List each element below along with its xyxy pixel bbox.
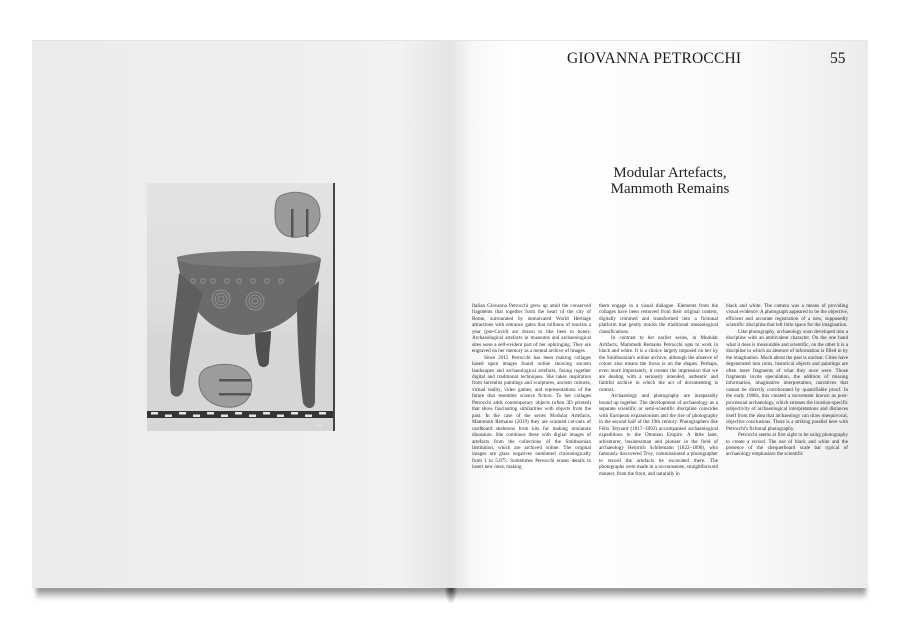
- spine-shadow: [444, 586, 458, 604]
- cutout-top-icon: [275, 192, 320, 237]
- running-head: GIOVANNA PETROCCHI: [567, 50, 742, 67]
- left-page: [32, 40, 450, 588]
- article-title: [550, 165, 790, 197]
- paragraph: them engage in a visual dialogue. Elements from the collages have been removed from their original context, digitally trimmed and transformed into a fictional platform that gently mocks the traditional museological classifications.: [599, 303, 718, 335]
- paragraph: Like photography, archaeology soon developed into a discipline with an ambivalent character. On the one hand what it does is measurable and scientific, on the other it is a discipline in which an absence of information is filled in by the imagination. Much about the past is unclear. Cities have degenerated into ruins, historical objects and paintings are often mere fragments of what they once were. Those fragments invite speculation, the addition of missing information, imaginative interpretation, narratives that cannot be directly corroborated by quantifiable proof. In the early 1980s, this created a movement known as post-processual archaeology, which stresses the location-specific subjectivity of archaeological interpretations and distances itself from the idea that archaeology can draw unequivocal, objective conclusions. There is a striking parallel here with Petrocchi's fictional photography.: [726, 328, 848, 432]
- body-column-3: [726, 303, 848, 458]
- artefact-photo-graphic: [147, 183, 333, 431]
- paragraph: black and white. The camera was a means of providing visual evidence. A photograph appeared to be the objective, efficient and accurate registration of a new, supposedly scientific discipline that left little space for the imagination.: [726, 303, 848, 329]
- right-page: [450, 40, 868, 588]
- paragraph: Petrocchi seems at first sight to be using photography to create a record. The use of black and white and the presence of the chequerboard scale bar typical of archaeology emphasizes the scientific: [726, 432, 848, 458]
- article-title-line-1: Modular Artefacts,: [613, 165, 727, 181]
- body-column-1: [472, 303, 591, 471]
- paragraph: Archaeology and photography are inseparably bound up together. The development of archaeology as a separate scientific or semi-scientific discipline coincides with European expansionism and the rise of photography in the second half of the 19th century. Photographers like Félix Teynard (1817–1892) accompanied archaeological expeditions to the Ottoman Empire. A little later, adventurer, businessman and pioneer in the field of archaeology Heinrich Schliemann (1822–1890), who famously discovered Troy, commissioned a photographer to record the artefacts he excavated there. The photographs were made in a no-nonsense, straightforward manner, from the front, and naturally in: [599, 393, 718, 477]
- artefact-photo: [147, 183, 335, 431]
- photo-corner-label: 57: [317, 423, 322, 428]
- paragraph: Italian Giovanna Petrocchi grew up amid the conserved fragments that together form the heart of the city of Rome, surrounded by demarcated World Heritage attractions with entrance gates that millions of tourists a year (pre-Covid) are drawn to like bees to honey. Archaeological artefacts in museums and archaeological sites were a self-evident part of her upbringing. They are engraved on her memory as a mental archive of images.: [472, 303, 591, 355]
- article-title-line-2: Mammoth Remains: [610, 181, 730, 197]
- paragraph: In contrast to her earlier series, in Modular Artifacts, Mammoth Remains Petrocchi opts to work in black and white. It is a choice largely imposed on her by the Smithsonian's online archive, although the absence of colour also means the focus is on the shapes. Perhaps, even more importantly, it creates the impression that we are dealing with a seriously intended, authentic and faithful archive in which the act of documenting is central.: [599, 335, 718, 393]
- scale-bar: [147, 411, 333, 418]
- paragraph: Since 2015 Petrocchi has been making collages based upon images found online showing ancient landscapes and archaeological artefacts, fusing together digital and traditional techniques. She takes inspiration from surrealist paintings and sculptures, ancient cultures, virtual reality, video games, and representations of the future that resemble science fiction. To her collages Petrocchi adds contemporary objects (often 3D printed) that show fascinating similarities with objects from the past. In the case of the series Modular Artefacts, Mammoth Remains (2019) they are scanned cut-outs of cardboard skeletons from kits for making miniature dinosaurs. She combines these with digital images of artefacts from the collections of the Smithsonian Institution, which are archived online. The original images are glass negatives numbered chronologically from 1 to 5,075. Sometimes Petrocchi erases details to insert new ones, making: [472, 354, 591, 471]
- page-number: 55: [830, 50, 846, 67]
- body-column-2: [599, 303, 718, 477]
